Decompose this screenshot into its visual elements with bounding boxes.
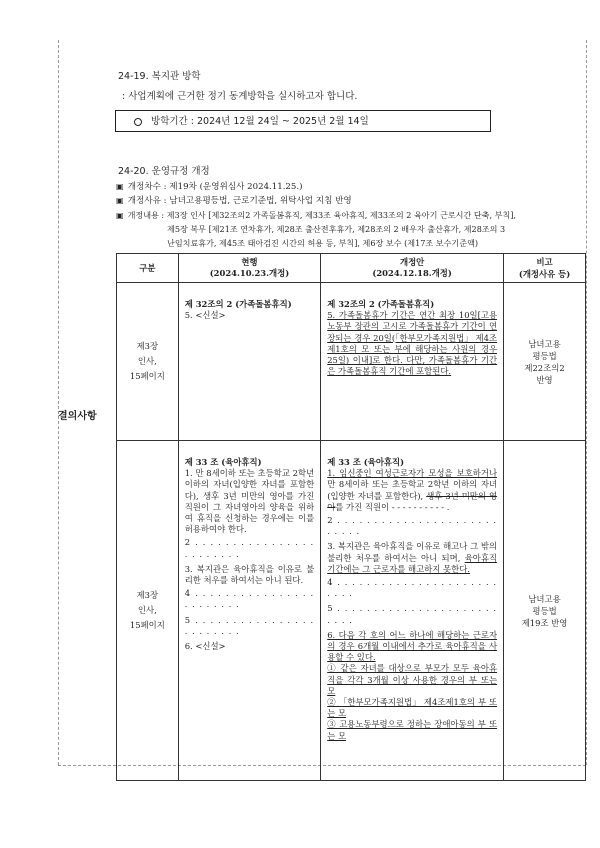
row1-revised: 제 32조의 2 (가족돌봄휴직) 5. 가족돌봄휴가 기간은 연간 최장 10일[고용노동부 장관의 고시로 가족돌봄휴가 기간이 연장되는 경우 20일(「한부모가족지원법」 제4조 제1호의 모 또는 부에 해당하는 사원의 경우 25일) 이내]로 한다. 다만, 가족돌봄휴가 기간은 가족돌봄휴직 기간에 포함된다. [321,283,504,441]
row2-revised: 제 33 조 (육아휴직) 1. 임신중인 여성근로자가 모성을 보호하거나 만 8세이하 또는 초등학교 2학년 이하의 자녀(입양한 자녀를 포함한다), 생후 3년 미만의 영아를 가진 직원이 - - - - - - - - - - . 2 . . . . . . . . . . . . . . . . . . . . . . . . . . . 3. 복지관은 육아휴직을 이유로 해고나 그 밖의 불리한 처우를 하여서는 아니 되며, 육아휴직 기간에는 그 근로자를 해고하지 못한다. 4 . . . . . . . . . . . . . . . . . . . . . . . . . . 5 . . . . . . . . . . . . . . . . . . . . . . . . . . 6. 다음 각 호의 어느 하나에 해당하는 근로자의 경우 6개월 이내에서 추가로 육아휴직을 사용할 수 있다. ① 같은 자녀를 대상으로 부모가 모두 육아휴직을 각각 3개월 이상 사용한 경우의 부 또는 모 ② 「한부모가족지원법」 제4조제1호의 부 또는 모 ③ 고용노동부령으로 정하는 장애아동의 부 또는 모 [321,441,504,781]
row1-current: 제 32조의 2 (가족돌봄휴직) 5. <신설> [178,283,320,441]
square-bullet-icon: ▣ [116,182,124,191]
section-24-19-title: 24-19. 복지관 방학 [118,71,201,82]
right-dashed-border [586,40,587,765]
table-header-row [117,254,586,283]
header-category: 구분 [117,254,179,283]
revision-item-3-line3: 난임치료휴가, 제45조 태아검진 시간의 허용 등, 부칙], 제6장 보수 (제17조 보수기준액) [167,238,479,248]
regulation-comparison-table [116,253,586,781]
revision-item-2: ▣ 개정사유 : 남녀고용평등법, 근로기준법, 위탁사업 지침 반영 [116,196,352,206]
left-dashed-border [58,40,59,765]
row2-current: 제 33 조 (육아휴직) 1. 만 8세이하 또는 초등학교 2학년 이하의 자녀(입양한 자녀를 포함한다), 생후 3년 미만의 영아를 가진 직원이 그 자녀영아의 양육을 위하여 휴직을 신청하는 경우에는 이를 허용하여야 한다. 2 . . . . . . . . . . . . . . . . . . . . . . . . 3. 복지관은 육아휴직을 이유로 불리한 처우를 하여서는 아니 된다. 4 . . . . . . . . . . . . . . . . . . . . . . . . 5 . . . . . . . . . . . . . . . . . . . . . . . . 6. <신설> [178,441,320,781]
revision-item-3: ▣ 개정내용 : 제3장 인사 [제32조의2 가족돌봄휴직, 제33조 육아휴직, 제33조의 2 육아기 근로시간 단축, 부칙], [116,210,516,220]
row2-note: 남녀고용 평등법 제19조 반영 [504,441,586,781]
square-bullet-icon: ▣ [116,196,124,205]
circle-icon [134,118,142,126]
vacation-period-text: 방학기간 : 2024년 12월 24일 ~ 2025년 2월 14일 [151,116,369,127]
table-row [117,283,586,441]
revision-item-3-line2: 제5장 복무 [제21조 연차휴가, 제28조 출산전후휴가, 제28조의 2 배우자 출산휴가, 제28조의 3 [167,224,506,234]
vacation-period-box [115,110,491,132]
square-bullet-icon: ▣ [116,211,124,220]
row2-category: 제3장 인사, 15페이지 [117,441,179,781]
revision-item-1: ▣ 개정차수 : 제19차 (운영위심사 2024.11.25.) [116,182,303,192]
header-revised: 개정안 (2024.12.18.개정) [321,254,504,283]
section-24-20-title: 24-20. 운영규정 개정 [118,166,210,177]
table-row [117,441,586,781]
row1-note: 남녀고용 평등법 제22조의2 반영 [504,283,586,441]
section-24-19-desc: : 사업계획에 근거한 정기 동계방학을 실시하고자 합니다. [122,91,358,102]
header-note: 비고 (개정사유 등) [504,254,586,283]
header-current: 현행 (2024.10.23.개정) [178,254,320,283]
row1-category: 제3장 인사, 15페이지 [117,283,179,441]
side-label: 결의사항 [58,411,97,422]
